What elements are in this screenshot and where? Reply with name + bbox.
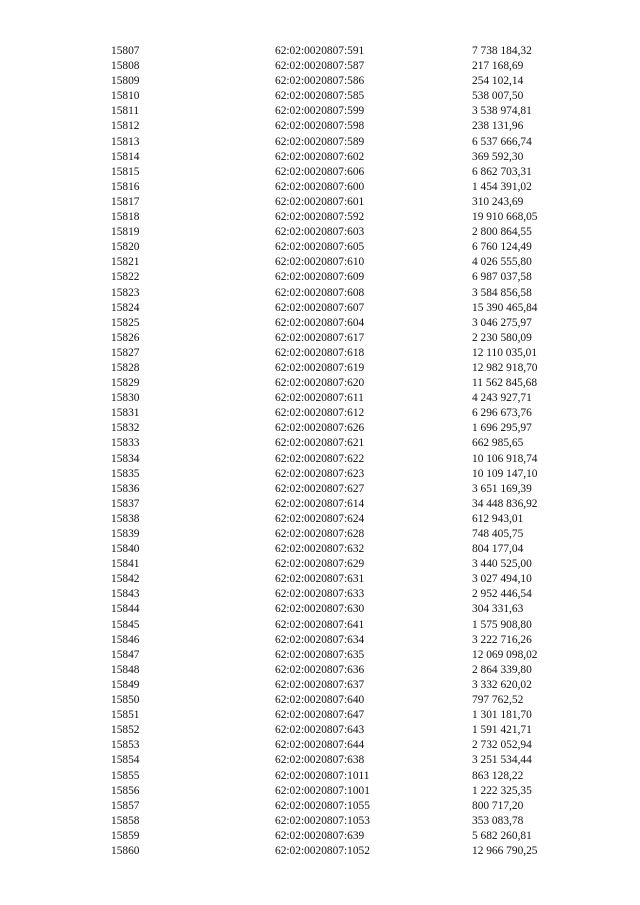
- table-row: [0, 738, 640, 753]
- cadastral-number: 62:02:0020807:624: [275, 512, 365, 525]
- cadastral-value: 34 448 836,92: [472, 497, 538, 510]
- row-number: 15834: [111, 452, 140, 465]
- cadastral-number: 62:02:0020807:1052: [275, 844, 370, 857]
- cadastral-number: 62:02:0020807:1053: [275, 814, 370, 827]
- cadastral-value: 662 985,65: [472, 437, 524, 450]
- cadastral-value: 1 575 908,80: [472, 618, 532, 631]
- cadastral-value: 12 982 918,70: [472, 361, 538, 374]
- cadastral-value: 369 592,30: [472, 150, 524, 163]
- cadastral-value: 3 584 856,58: [472, 286, 532, 299]
- table-row: [0, 557, 640, 572]
- row-number: 15810: [111, 90, 140, 103]
- cadastral-number: 62:02:0020807:603: [275, 226, 365, 239]
- cadastral-number: 62:02:0020807:611: [275, 392, 364, 405]
- cadastral-value: 797 762,52: [472, 694, 524, 707]
- table-row: [0, 527, 640, 542]
- table-row: [0, 361, 640, 376]
- data-table: [0, 44, 640, 859]
- table-row: [0, 391, 640, 406]
- table-row: [0, 135, 640, 150]
- row-number: 15858: [111, 814, 140, 827]
- table-row: [0, 74, 640, 89]
- cadastral-number: 62:02:0020807:639: [275, 829, 365, 842]
- cadastral-number: 62:02:0020807:630: [275, 603, 365, 616]
- table-row: [0, 572, 640, 587]
- cadastral-number: 62:02:0020807:614: [275, 497, 365, 510]
- row-number: 15814: [111, 150, 140, 163]
- cadastral-number: 62:02:0020807:620: [275, 377, 365, 390]
- row-number: 15842: [111, 573, 140, 586]
- cadastral-value: 310 243,69: [472, 195, 524, 208]
- row-number: 15822: [111, 271, 140, 284]
- table-row: [0, 678, 640, 693]
- cadastral-number: 62:02:0020807:634: [275, 633, 365, 646]
- table-row: [0, 225, 640, 240]
- row-number: 15839: [111, 528, 140, 540]
- table-row: [0, 180, 640, 195]
- cadastral-value: 353 083,78: [472, 814, 524, 827]
- cadastral-value: 3 027 494,10: [472, 573, 532, 586]
- table-row: [0, 452, 640, 467]
- row-number: 15848: [111, 663, 140, 676]
- table-row: [0, 346, 640, 361]
- cadastral-value: 12 110 035,01: [472, 346, 538, 359]
- cadastral-value: 2 864 339,80: [472, 663, 532, 676]
- cadastral-value: 6 987 037,58: [472, 271, 532, 284]
- table-row: [0, 497, 640, 512]
- cadastral-value: 10 106 918,74: [472, 452, 538, 465]
- cadastral-number: 62:02:0020807:608: [275, 286, 365, 299]
- row-number: 15856: [111, 784, 140, 797]
- cadastral-number: 62:02:0020807:641: [275, 618, 365, 631]
- cadastral-number: 62:02:0020807:635: [275, 648, 365, 661]
- table-row: [0, 104, 640, 119]
- cadastral-number: 62:02:0020807:605: [275, 241, 365, 254]
- table-row: [0, 119, 640, 134]
- row-number: 15808: [111, 60, 140, 73]
- table-row: [0, 633, 640, 648]
- cadastral-value: 2 800 864,55: [472, 226, 532, 239]
- cadastral-value: 1 222 325,35: [472, 784, 532, 797]
- cadastral-value: 1 301 181,70: [472, 709, 532, 722]
- table-row: [0, 542, 640, 557]
- table-row: [0, 89, 640, 104]
- cadastral-number: 62:02:0020807:640: [275, 694, 365, 707]
- row-number: 15857: [111, 799, 140, 812]
- cadastral-number: 62:02:0020807:601: [275, 195, 365, 208]
- cadastral-value: 4 026 555,80: [472, 256, 532, 269]
- cadastral-number: 62:02:0020807:631: [275, 573, 365, 586]
- cadastral-number: 62:02:0020807:602: [275, 150, 365, 163]
- cadastral-number: 62:02:0020807:587: [275, 60, 365, 73]
- cadastral-number: 62:02:0020807:609: [275, 271, 365, 284]
- table-row: [0, 753, 640, 768]
- row-number: 15821: [111, 256, 140, 269]
- cadastral-number: 62:02:0020807:618: [275, 346, 365, 359]
- cadastral-value: 304 331,63: [472, 603, 524, 616]
- cadastral-number: 62:02:0020807:621: [275, 437, 365, 450]
- table-row: [0, 331, 640, 346]
- table-row: [0, 844, 640, 859]
- table-row: [0, 195, 640, 210]
- table-row: [0, 421, 640, 436]
- table-row: [0, 784, 640, 799]
- cadastral-number: 62:02:0020807:1001: [275, 784, 370, 797]
- row-number: 15838: [111, 512, 140, 525]
- row-number: 15832: [111, 422, 140, 435]
- cadastral-number: 62:02:0020807:604: [275, 316, 365, 329]
- table-row: [0, 255, 640, 270]
- table-row: [0, 316, 640, 331]
- table-row: [0, 376, 640, 391]
- cadastral-number: 62:02:0020807:636: [275, 663, 365, 676]
- table-row: [0, 799, 640, 814]
- table-row: [0, 723, 640, 738]
- table-row: [0, 301, 640, 316]
- cadastral-value: 3 251 534,44: [472, 754, 532, 767]
- row-number: 15826: [111, 331, 140, 344]
- row-number: 15837: [111, 497, 140, 510]
- cadastral-number: 62:02:0020807:617: [275, 331, 365, 344]
- table-row: [0, 150, 640, 165]
- row-number: 15830: [111, 392, 140, 405]
- table-row: [0, 44, 640, 59]
- table-row: [0, 482, 640, 497]
- table-row: [0, 602, 640, 617]
- row-number: 15829: [111, 377, 140, 390]
- table-row: [0, 436, 640, 451]
- cadastral-value: 10 109 147,10: [472, 467, 538, 480]
- cadastral-value: 863 128,22: [472, 769, 524, 782]
- row-number: 15849: [111, 678, 140, 691]
- cadastral-value: 3 440 525,00: [472, 558, 532, 571]
- cadastral-value: 5 682 260,81: [472, 829, 532, 842]
- cadastral-value: 2 952 446,54: [472, 588, 532, 601]
- row-number: 15824: [111, 301, 140, 314]
- cadastral-number: 62:02:0020807:622: [275, 452, 365, 465]
- table-row: [0, 829, 640, 844]
- cadastral-number: 62:02:0020807:643: [275, 724, 365, 737]
- cadastral-number: 62:02:0020807:1011: [275, 769, 370, 782]
- row-number: 15827: [111, 346, 140, 359]
- row-number: 15840: [111, 543, 140, 556]
- table-row: [0, 406, 640, 421]
- cadastral-value: 612 943,01: [472, 512, 524, 525]
- table-row: [0, 467, 640, 482]
- cadastral-value: 238 131,96: [472, 120, 524, 133]
- row-number: 15855: [111, 769, 140, 782]
- row-number: 15817: [111, 195, 140, 208]
- row-number: 15813: [111, 135, 140, 148]
- cadastral-number: 62:02:0020807:591: [275, 45, 365, 57]
- cadastral-value: 3 538 974,81: [472, 105, 532, 118]
- table-row: [0, 663, 640, 678]
- table-row: [0, 769, 640, 784]
- table-row: [0, 240, 640, 255]
- cadastral-value: 2 230 580,09: [472, 331, 532, 344]
- cadastral-number: 62:02:0020807:607: [275, 301, 365, 314]
- row-number: 15823: [111, 286, 140, 299]
- cadastral-value: 7 738 184,32: [472, 45, 532, 57]
- row-number: 15841: [111, 558, 140, 571]
- cadastral-number: 62:02:0020807:644: [275, 739, 365, 752]
- cadastral-number: 62:02:0020807:627: [275, 482, 365, 495]
- cadastral-number: 62:02:0020807:592: [275, 211, 365, 224]
- cadastral-value: 217 168,69: [472, 60, 524, 73]
- cadastral-number: 62:02:0020807:623: [275, 467, 365, 480]
- row-number: 15816: [111, 180, 140, 193]
- cadastral-number: 62:02:0020807:585: [275, 90, 365, 103]
- table-row: [0, 708, 640, 723]
- cadastral-value: 1 696 295,97: [472, 422, 532, 435]
- cadastral-value: 6 296 673,76: [472, 407, 532, 420]
- table-row: [0, 648, 640, 663]
- row-number: 15860: [111, 844, 140, 857]
- cadastral-number: 62:02:0020807:606: [275, 165, 365, 178]
- cadastral-number: 62:02:0020807:610: [275, 256, 365, 269]
- cadastral-value: 1 591 421,71: [472, 724, 532, 737]
- table-row: [0, 512, 640, 527]
- row-number: 15812: [111, 120, 140, 133]
- row-number: 15845: [111, 618, 140, 631]
- cadastral-value: 800 717,20: [472, 799, 524, 812]
- row-number: 15811: [111, 105, 140, 118]
- cadastral-number: 62:02:0020807:632: [275, 543, 365, 556]
- row-number: 15815: [111, 165, 140, 178]
- row-number: 15854: [111, 754, 140, 767]
- cadastral-value: 538 007,50: [472, 90, 524, 103]
- table-row: [0, 210, 640, 225]
- table-row: [0, 618, 640, 633]
- cadastral-number: 62:02:0020807:598: [275, 120, 365, 133]
- row-number: 15833: [111, 437, 140, 450]
- row-number: 15820: [111, 241, 140, 254]
- row-number: 15835: [111, 467, 140, 480]
- cadastral-number: 62:02:0020807:589: [275, 135, 365, 148]
- cadastral-value: 6 862 703,31: [472, 165, 532, 178]
- cadastral-value: 19 910 668,05: [472, 211, 538, 224]
- cadastral-value: 12 069 098,02: [472, 648, 538, 661]
- table-row: [0, 814, 640, 829]
- row-number: 15836: [111, 482, 140, 495]
- row-number: 15859: [111, 829, 140, 842]
- table-row: [0, 693, 640, 708]
- row-number: 15819: [111, 226, 140, 239]
- cadastral-number: 62:02:0020807:638: [275, 754, 365, 767]
- cadastral-number: 62:02:0020807:629: [275, 558, 365, 571]
- table-row: [0, 59, 640, 74]
- row-number: 15818: [111, 211, 140, 224]
- row-number: 15828: [111, 361, 140, 374]
- table-row: [0, 587, 640, 602]
- row-number: 15809: [111, 75, 140, 88]
- table-row: [0, 270, 640, 285]
- row-number: 15831: [111, 407, 140, 420]
- cadastral-value: 3 651 169,39: [472, 482, 532, 495]
- row-number: 15825: [111, 316, 140, 329]
- cadastral-number: 62:02:0020807:647: [275, 709, 365, 722]
- cadastral-value: 6 537 666,74: [472, 135, 532, 148]
- row-number: 15850: [111, 694, 140, 707]
- table-row: [0, 165, 640, 180]
- cadastral-number: 62:02:0020807:637: [275, 678, 365, 691]
- cadastral-number: 62:02:0020807:1055: [275, 799, 370, 812]
- row-number: 15853: [111, 739, 140, 752]
- cadastral-value: 804 177,04: [472, 543, 524, 556]
- row-number: 15851: [111, 709, 140, 722]
- cadastral-number: 62:02:0020807:626: [275, 422, 365, 435]
- row-number: 15846: [111, 633, 140, 646]
- cadastral-value: 6 760 124,49: [472, 241, 532, 254]
- row-number: 15852: [111, 724, 140, 737]
- table-row: [0, 286, 640, 301]
- cadastral-number: 62:02:0020807:599: [275, 105, 365, 118]
- cadastral-value: 748 405,75: [472, 528, 524, 540]
- row-number: 15844: [111, 603, 140, 616]
- cadastral-value: 3 332 620,02: [472, 678, 532, 691]
- row-number: 15843: [111, 588, 140, 601]
- cadastral-value: 1 454 391,02: [472, 180, 532, 193]
- cadastral-value: 15 390 465,84: [472, 301, 538, 314]
- cadastral-value: 2 732 052,94: [472, 739, 532, 752]
- cadastral-number: 62:02:0020807:586: [275, 75, 365, 88]
- cadastral-number: 62:02:0020807:619: [275, 361, 365, 374]
- cadastral-number: 62:02:0020807:612: [275, 407, 365, 420]
- cadastral-number: 62:02:0020807:600: [275, 180, 365, 193]
- row-number: 15807: [111, 45, 140, 57]
- cadastral-number: 62:02:0020807:628: [275, 528, 365, 540]
- row-number: 15847: [111, 648, 140, 661]
- cadastral-value: 12 966 790,25: [472, 844, 538, 857]
- cadastral-value: 3 046 275,97: [472, 316, 532, 329]
- cadastral-value: 3 222 716,26: [472, 633, 532, 646]
- cadastral-value: 11 562 845,68: [472, 377, 538, 390]
- cadastral-number: 62:02:0020807:633: [275, 588, 365, 601]
- cadastral-value: 254 102,14: [472, 75, 524, 88]
- cadastral-value: 4 243 927,71: [472, 392, 532, 405]
